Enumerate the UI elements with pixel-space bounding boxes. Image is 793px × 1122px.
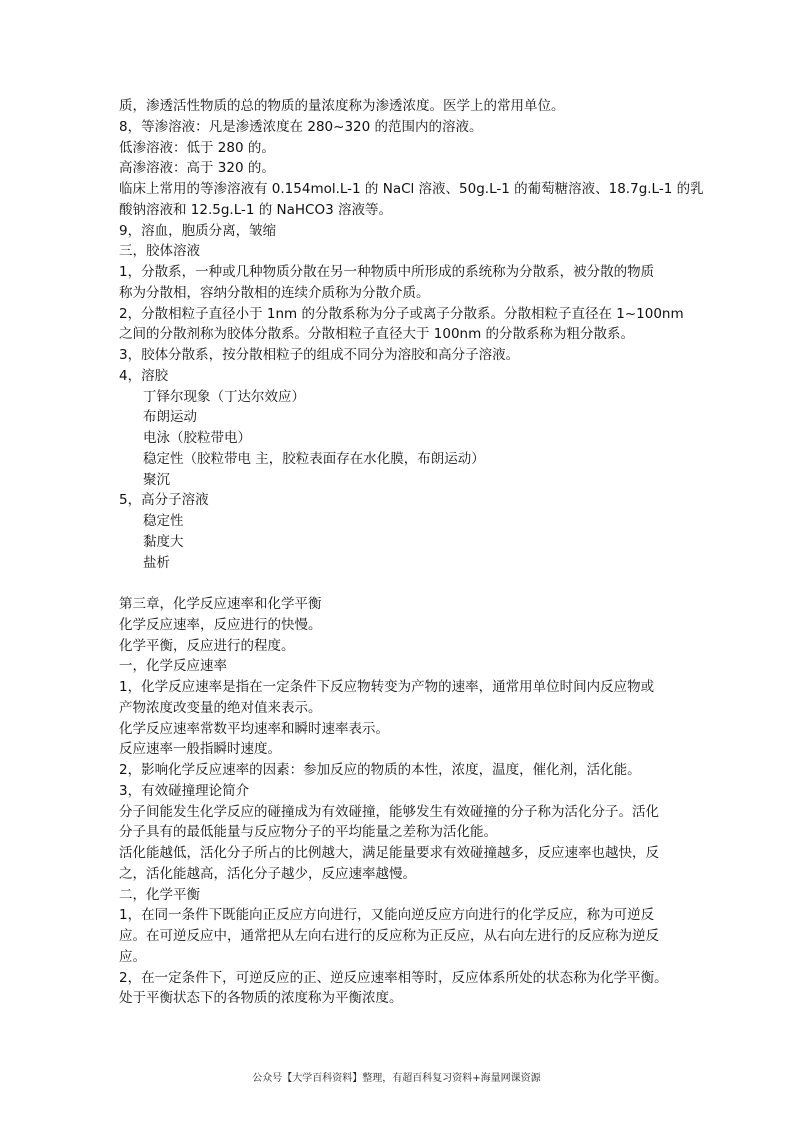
text-line: 酸钠溶液和 12.5g.L-1 的 NaHCO3 溶液等。 <box>119 201 392 218</box>
text-line: 质，渗透活性物质的总的物质的量浓度称为渗透浓度。医学上的常用单位。 <box>119 98 565 114</box>
text-line: 化学反应速率，反应进行的快慢。 <box>119 616 322 633</box>
text-line: 分子具有的最低能量与反应物分子的平均能量之差称为活化能。 <box>119 824 497 841</box>
text-line: 8，等渗溶液：凡是渗透浓度在 280~320 的范围内的溶液。 <box>119 118 483 135</box>
text-line: 处于平衡状态下的各物质的浓度称为平衡浓度。 <box>119 990 403 1007</box>
text-line: 1，分散系，一种或几种物质分散在另一种物质中所形成的系统称为分散系，被分散的物质 <box>119 264 655 280</box>
text-line: 3，胶体分散系，按分散相粒子的组成不同分为溶胶和高分子溶液。 <box>119 347 520 363</box>
text-line: 9，溶血，胞质分离，皱缩 <box>119 222 277 239</box>
text-line: 临床上常用的等渗溶液有 0.154mol.L-1 的 NaCl 溶液、50g.L-1 的葡萄糖溶液、18.7g.L-1 的乳 <box>119 181 704 197</box>
text-line: 1，在同一条件下既能向正反应方向进行，又能向逆反应方向进行的化学反应，称为可逆反 <box>119 907 655 924</box>
text-line: 2，影响化学反应速率的因素：参加反应的物质的本性，浓度，温度，催化剂，活化能。 <box>119 762 641 778</box>
text-line: 反应速率一般指瞬时速度。 <box>119 741 281 758</box>
text-line: 2，分散相粒子直径小于 1nm 的分散系称为分子或离子分散系。分散相粒子直径在 1~100nm <box>119 305 684 322</box>
text-line: 之间的分散剂称为胶体分散系。分散相粒子直径大于 100nm 的分散系称为粗分散系。 <box>119 326 635 343</box>
text-line: 应。在可逆反应中，通常把从左向右进行的反应称为正反应，从右向左进行的反应称为逆反 <box>119 928 659 944</box>
list-item: 稳定性 <box>143 513 184 529</box>
text-line: 4，溶胶 <box>119 367 169 384</box>
text-line: 1，化学反应速率是指在一定条件下反应物转变为产物的速率，通常用单位时间内反应物或 <box>119 679 655 695</box>
text-line: 低渗溶液：低于 280 的。 <box>119 139 275 156</box>
list-item: 稳定性（胶粒带电 主，胶粒表面存在水化膜，布朗运动） <box>143 450 485 467</box>
list-item: 电泳（胶粒带电） <box>143 430 251 446</box>
section-heading: 二，化学平衡 <box>119 886 200 903</box>
text-line: 产物浓度改变量的绝对值来表示。 <box>119 699 322 716</box>
text-line: 应。 <box>119 948 146 965</box>
text-line: 称为分散相，容纳分散相的连续介质称为分散介质。 <box>119 284 430 301</box>
list-item: 盐析 <box>143 554 170 571</box>
list-item: 布朗运动 <box>143 409 197 426</box>
list-item: 聚沉 <box>143 471 170 488</box>
text-line: 3，有效碰撞理论简介 <box>119 782 250 799</box>
text-line: 2，在一定条件下，可逆反应的正、逆反应速率相等时，反应体系所处的状态称为化学平衡。 <box>119 969 668 986</box>
text-line: 5，高分子溶液 <box>119 492 209 509</box>
blank-line <box>119 573 679 594</box>
text-line: 化学平衡，反应进行的程度。 <box>119 637 295 654</box>
text-line: 高渗溶液：高于 320 的。 <box>119 160 275 177</box>
document-body <box>119 96 704 1009</box>
page-footer: 公众号【大学百科资料】整理，有超百科复习资料+海量网课资源 <box>252 1073 541 1084</box>
text-line: 分子间能发生化学反应的碰撞成为有效碰撞，能够发生有效碰撞的分子称为活化分子。活化 <box>119 803 659 820</box>
text-line: 活化能越低，活化分子所占的比例越大，满足能量要求有效碰撞越多，反应速率也越快，反 <box>119 845 659 861</box>
text-line: 化学反应速率常数平均速率和瞬时速率表示。 <box>119 720 389 737</box>
text-line: 之，活化能越高，活化分子越少，反应速率越慢。 <box>119 865 416 882</box>
section-heading: 三，胶体溶液 <box>119 243 200 260</box>
section-heading: 一，化学反应速率 <box>119 658 227 675</box>
list-item: 黏度大 <box>143 533 184 550</box>
chapter-heading: 第三章，化学反应速率和化学平衡 <box>119 596 322 612</box>
list-item: 丁铎尔现象（丁达尔效应） <box>143 388 305 405</box>
